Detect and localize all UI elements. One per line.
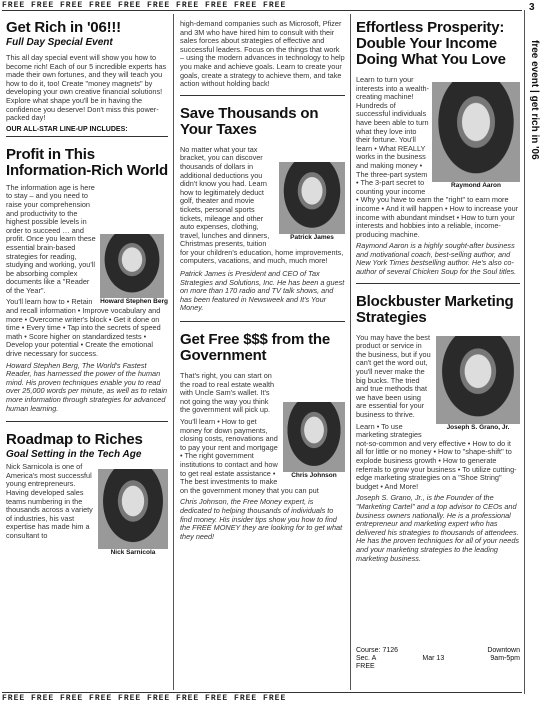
effortless-bio: Raymond Aaron is a highly sought-after business and motivational coach, best-selling author, and New York Times bestselling author. He's also co-author of several Chicken Soup for the Soul titles.: [356, 241, 517, 277]
roadmap-continued: high-demand companies such as Microsoft, Pfizer and 3M who have hired him to consult with their sales forces about strategies of effective and successful leaders. Focus on the things that work – using the modern advances in technology to help you make and achieve goals. Learn to create your goals, create a strategy to achieve them, and take action without holding back!: [180, 20, 345, 89]
photo-caption: Howard Stephen Berg: [100, 297, 168, 305]
sss-title: Get Free $$$ from the Government: [180, 331, 331, 365]
photo-caption: Patrick James: [290, 233, 334, 241]
effortless-body: Learn to turn your interests into a wealth-creating machine! Hundreds of successful individuals have been able to turn what they love into their fortune. You'll learn • What REALLY works in the business and making money • The three-part system • The 3-part secret to counting your income • Why you have to earn the "right" to earn more income • And it will happen • How to increase your income with abundant mindset • How to turn your interests and hobbies into a reliable, income-producing machine.: [356, 75, 519, 239]
allstar-heading: OUR ALL-STAR LINE-UP INCLUDES:: [6, 125, 128, 133]
profit-title: Profit in This Information-Rich World: [6, 145, 168, 179]
photo-caption: Raymond Aaron: [451, 182, 501, 189]
side-banner: [527, 40, 542, 200]
course-row: [356, 655, 520, 663]
photo-caption: Nick Sarnicola: [110, 549, 156, 557]
sss-bio: Chris Johnson, the Free Money expert, is dedicated to helping thousands of individuals to find money. His insider tips show you how to find the FREE MONEY they are looking for to get what they need!: [180, 497, 343, 541]
column-divider-3: [524, 10, 525, 694]
portrait-image: [98, 469, 168, 549]
section-divider: [356, 283, 520, 284]
portrait-image: [100, 234, 164, 298]
photo-patrick-james: [279, 162, 345, 241]
course-label: Course: 7126: [356, 647, 399, 654]
photo-raymond-aaron: [432, 82, 520, 189]
photo-howard-berg: [100, 234, 168, 305]
course-date: Mar 13: [422, 655, 445, 662]
blockbuster-body-2: Learn • To use marketing strategies not-so-common and very effective • How to do it all for little or no money • How to "shape-shift" to explode business growth • How to generate referrals to grow your business • To utilize cutting-edge marketing strategies on a "Shoe String" budget • And More!: [356, 421, 517, 491]
get-rich-title: Get Rich in '06!!!: [6, 20, 121, 36]
photo-caption: Chris Johnson: [291, 472, 337, 480]
portrait-image: [279, 162, 345, 234]
free-banner-bottom: FREE FREE FREE FREE FREE FREE FREE FREE FREE FREE: [2, 694, 287, 703]
column-divider-2: [350, 14, 351, 690]
photo-caption: Joseph S. Grano, Jr.: [446, 423, 510, 431]
blockbuster-title: Blockbuster Marketing Strategies: [356, 292, 514, 326]
column-3: [356, 20, 520, 692]
photo-joseph-grano: [436, 336, 520, 431]
photo-nick-sarnicola: [98, 469, 168, 556]
sss-body-1: That's right, you can start on the road to real estate wealth with Uncle Sam's wallet. It's not going the way you think the government will pick up.: [180, 371, 275, 415]
get-rich-subtitle: Full Day Special Event: [6, 37, 113, 48]
section-divider: [6, 421, 168, 422]
course-section: Sec. A: [356, 655, 377, 662]
save-bio: Patrick James is President and CEO of Tax Strategies and Solutions, Inc. He has been a guest on more than 170 radio and TV talk shows, and has been featured in Newsweek and It's Your Money.: [180, 269, 345, 313]
section-divider: [180, 321, 345, 322]
bottom-divider: [2, 692, 522, 693]
free-banner-top: FREE FREE FREE FREE FREE FREE FREE FREE FREE FREE: [2, 1, 287, 10]
portrait-image: [432, 82, 520, 182]
side-banner-text: free event | get rich in '06: [529, 40, 540, 160]
save-body: No matter what your tax bracket, you can discover thousands of dollars in additional deductions you didn't know you had. Learn how to legitimately deduct golf, theater and movie tickets, personal sports tickets, mileage and other auto expenses, clothing, travel, lunches and dinners, Christmas presents, tuition for your children's education, home improvements, computers, vacations, and much, much more!: [180, 144, 344, 266]
course-location: Downtown: [487, 647, 520, 654]
profit-body-2: You'll learn how to • Retain and recall information • Improve vocabulary and more • Overcome writer's block • Get it done on time • Every time • Tap into the secrets of speed math • Score higher on standardized tests • Develop your potential • Create the emotional drive necessary for success.: [6, 297, 161, 359]
course-time: 9am-5pm: [490, 655, 520, 662]
roadmap-title: Roadmap to Riches: [6, 431, 143, 449]
profit-bio: Howard Stephen Berg, The World's Fastest Reader, has harnessed the power of the human mind. His proven techniques enable you to read over 25,000 words per minute, as well as to retain more information through strategies for advanced human learning.: [6, 360, 168, 413]
section-divider: [6, 136, 168, 137]
course-info: [356, 647, 520, 671]
column-divider-1: [173, 14, 174, 690]
get-rich-body: This all day special event will show you how to become rich! Each of our 5 incredible experts has made their own fortunes, and they will teach you how to do it, too! Create "money magnets" by developing your own creative financial solutions! Explore what shape you'll be in having the confidence you deserve! Don't miss this power-packed day!: [6, 53, 167, 123]
portrait-image: [283, 402, 345, 472]
top-divider: [2, 10, 522, 11]
save-title: Save Thousands on Your Taxes: [180, 104, 319, 138]
section-divider: [180, 95, 345, 96]
effortless-title: Effortless Prosperity: Double Your Income Doing What You Love: [356, 20, 506, 68]
photo-chris-johnson: [283, 402, 345, 479]
roadmap-body: Nick Sarnicola is one of America's most successful young entrepreneurs. Having developed sales teams numbering in the thousands across a variety of industries, his vast expertise has made him a consultant to: [6, 462, 93, 540]
portrait-image: [436, 336, 520, 424]
course-free-label: FREE: [356, 663, 375, 670]
course-row: [356, 647, 520, 655]
blockbuster-body-1: You may have the best product or service in the business, but if you can't get the word out, you'll never make the big bucks. The tried and true methods that we have been using are essential for your business to thrive.: [356, 332, 431, 419]
column-2: [180, 20, 345, 690]
blockbuster-bio: Joseph S. Grano, Jr., is the Founder of the "Marketing Cartel" and a top advisor to CEOs and business owners nationally. He is a professional entrepreneur and marketing expert who has delivered his strategies to thousands of attendees. He has the proven techniques for all of your needs and your marketing strategies to the leading marketing business.: [356, 493, 520, 563]
roadmap-subtitle: Goal Setting in the Tech Age: [6, 449, 142, 461]
page-number: 3: [529, 2, 535, 13]
profit-body-1: The information age is here to stay – and you need to raise your comprehension and productivity to the highest possible levels in order to succeed … and profit. Once you learn these essential brain-based strategies for reading, studying and working, you'll be absorbing complex documents like a "Reader of the Year".: [6, 182, 96, 295]
column-1: [6, 20, 168, 690]
sss-body-2: You'll learn • How to get money for down payments, closing costs, renovations and to pay your rent and mortgage • The right government institutions to contact and how to get real estate assistance • The best investments to make on the government money that you can put: [180, 417, 319, 495]
